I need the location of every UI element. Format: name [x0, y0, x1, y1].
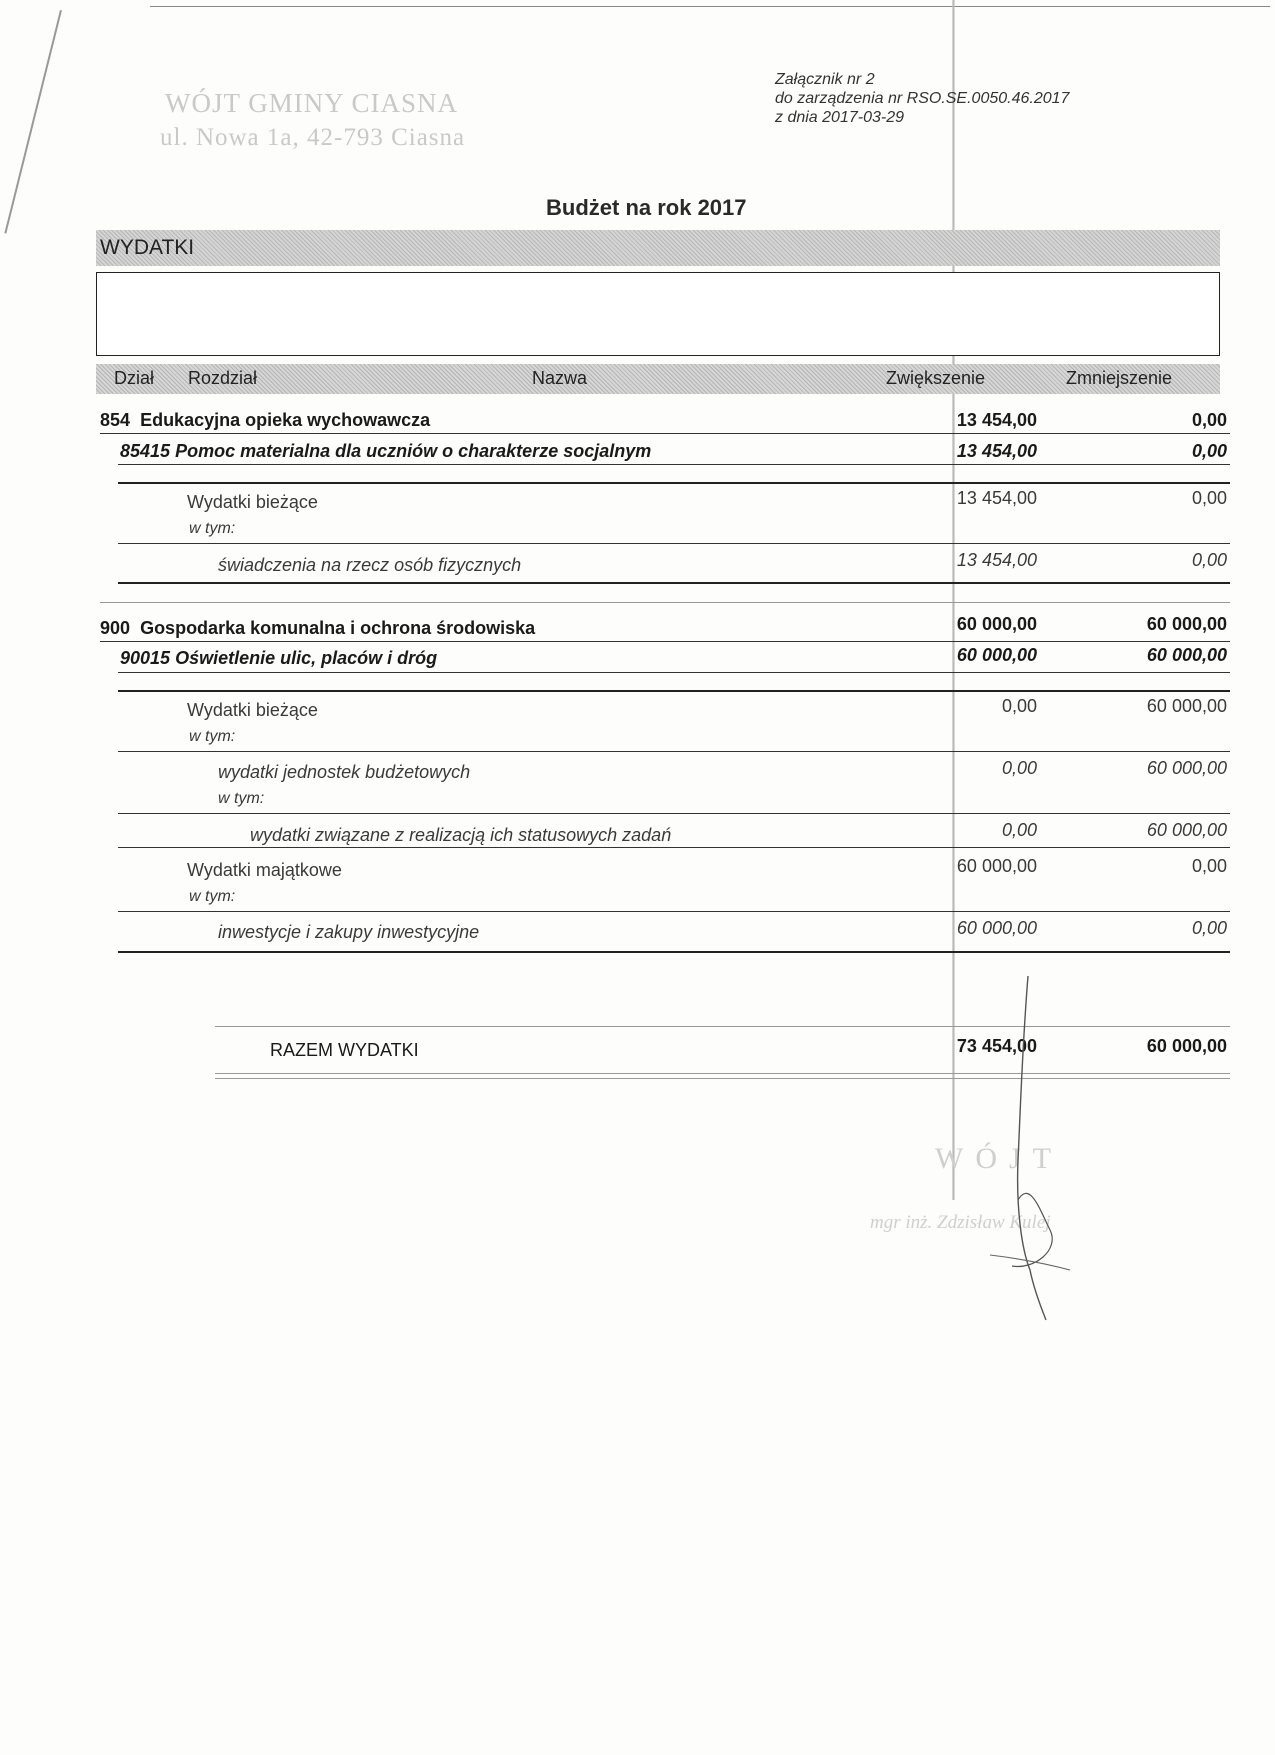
- line-increase: 0,00: [1001, 696, 1037, 716]
- line-decrease: 0,00: [1191, 488, 1227, 508]
- dzial-code: 854: [100, 410, 131, 430]
- rozdzial-increase: 60 000,00: [956, 645, 1037, 665]
- dzial-name: Gospodarka komunalna i ochrona środowiska: [140, 618, 536, 638]
- line-increase: 0,00: [1001, 820, 1037, 840]
- header-zwiekszenie: Zwiększenie: [886, 368, 986, 388]
- section-title: WYDATKI: [100, 236, 195, 259]
- line-label: świadczenia na rzecz osób fizycznych: [218, 555, 522, 575]
- line-label: w tym:: [189, 728, 236, 745]
- divider: [118, 847, 1230, 848]
- dzial-name: Edukacyjna opieka wychowawcza: [140, 410, 431, 430]
- line-label: inwestycje i zakupy inwestycyjne: [218, 922, 480, 942]
- total-label: RAZEM WYDATKI: [270, 1040, 419, 1060]
- line-label: w tym:: [218, 790, 265, 807]
- line-label: wydatki jednostek budżetowych: [218, 762, 471, 782]
- line-decrease: 60 000,00: [1146, 696, 1227, 716]
- dzial-code: 900: [100, 618, 131, 638]
- annex-line-1: Załącznik nr 2: [775, 71, 875, 88]
- rozdzial-decrease: 0,00: [1191, 441, 1227, 461]
- header-nazwa: Nazwa: [532, 368, 588, 388]
- page-title: Budżet na rok 2017: [546, 195, 747, 220]
- line-decrease: 0,00: [1191, 918, 1227, 938]
- total-decrease: 60 000,00: [1146, 1036, 1227, 1056]
- header-rozdzial: Rozdział: [188, 368, 258, 388]
- rozdzial-code: 90015: [120, 648, 171, 668]
- line-label: Wydatki bieżące: [187, 492, 318, 512]
- dzial-row: [100, 410, 430, 431]
- line-increase: 13 454,00: [956, 488, 1037, 508]
- divider: [118, 482, 1230, 484]
- stamp-line-2: ul. Nowa 1a, 42-793 Ciasna: [160, 124, 466, 151]
- signature-name: mgr inż. Zdzisław Kulej: [870, 1212, 1051, 1233]
- divider: [118, 813, 1230, 814]
- handwritten-signature: [960, 970, 1080, 1330]
- rozdzial-decrease: 60 000,00: [1146, 645, 1227, 665]
- line-increase: 0,00: [1001, 758, 1037, 778]
- paper-fold: [952, 0, 955, 1200]
- line-decrease: 0,00: [1191, 856, 1227, 876]
- annex-line-2: do zarządzenia nr RSO.SE.0050.46.2017: [775, 90, 1070, 107]
- divider: [118, 751, 1230, 752]
- line-label: w tym:: [189, 888, 236, 905]
- dzial-decrease: 0,00: [1191, 410, 1227, 430]
- line-label: wydatki związane z realizacją ich statusowych zadań: [250, 825, 672, 845]
- line-decrease: 60 000,00: [1146, 758, 1227, 778]
- divider: [118, 672, 1230, 673]
- divider: [100, 641, 1230, 642]
- divider: [118, 951, 1230, 953]
- divider: [118, 543, 1230, 544]
- divider: [100, 433, 1230, 434]
- rozdzial-code: 85415: [120, 441, 171, 461]
- stamp-line-1: WÓJT GMINY CIASNA: [165, 88, 458, 118]
- divider: [118, 690, 1230, 692]
- dzial-decrease: 60 000,00: [1146, 614, 1227, 634]
- scan-edge: [150, 6, 1270, 7]
- line-decrease: 60 000,00: [1146, 820, 1227, 840]
- rozdzial-name: Oświetlenie ulic, placów i dróg: [175, 648, 438, 668]
- line-label: w tym:: [189, 520, 236, 537]
- divider: [100, 602, 1230, 603]
- scan-edge: [4, 10, 62, 234]
- dzial-row: [100, 618, 535, 639]
- rozdzial-row: [120, 441, 651, 462]
- line-decrease: 0,00: [1191, 550, 1227, 570]
- total-increase: 73 454,00: [956, 1036, 1037, 1056]
- line-label: Wydatki bieżące: [187, 700, 318, 720]
- line-label: Wydatki majątkowe: [187, 860, 342, 880]
- line-increase: 60 000,00: [956, 856, 1037, 876]
- rozdzial-increase: 13 454,00: [956, 441, 1037, 461]
- line-increase: 13 454,00: [956, 550, 1037, 570]
- annex-line-3: z dnia 2017-03-29: [775, 109, 904, 126]
- annex-block: [775, 70, 1069, 127]
- line-increase: 60 000,00: [956, 918, 1037, 938]
- rozdzial-row: [120, 648, 437, 669]
- empty-box: [96, 272, 1220, 356]
- section-bar: [96, 230, 1220, 266]
- divider: [118, 464, 1230, 465]
- table-header: [96, 364, 1220, 394]
- header-zmniejszenie: Zmniejszenie: [1066, 368, 1173, 388]
- rozdzial-name: Pomoc materialna dla uczniów o charakterze socjalnym: [175, 441, 652, 461]
- signature-title: WÓJT: [935, 1142, 1063, 1175]
- dzial-increase: 13 454,00: [956, 410, 1037, 430]
- divider: [118, 911, 1230, 912]
- divider: [118, 582, 1230, 584]
- header-dzial: Dział: [114, 368, 155, 388]
- dzial-increase: 60 000,00: [956, 614, 1037, 634]
